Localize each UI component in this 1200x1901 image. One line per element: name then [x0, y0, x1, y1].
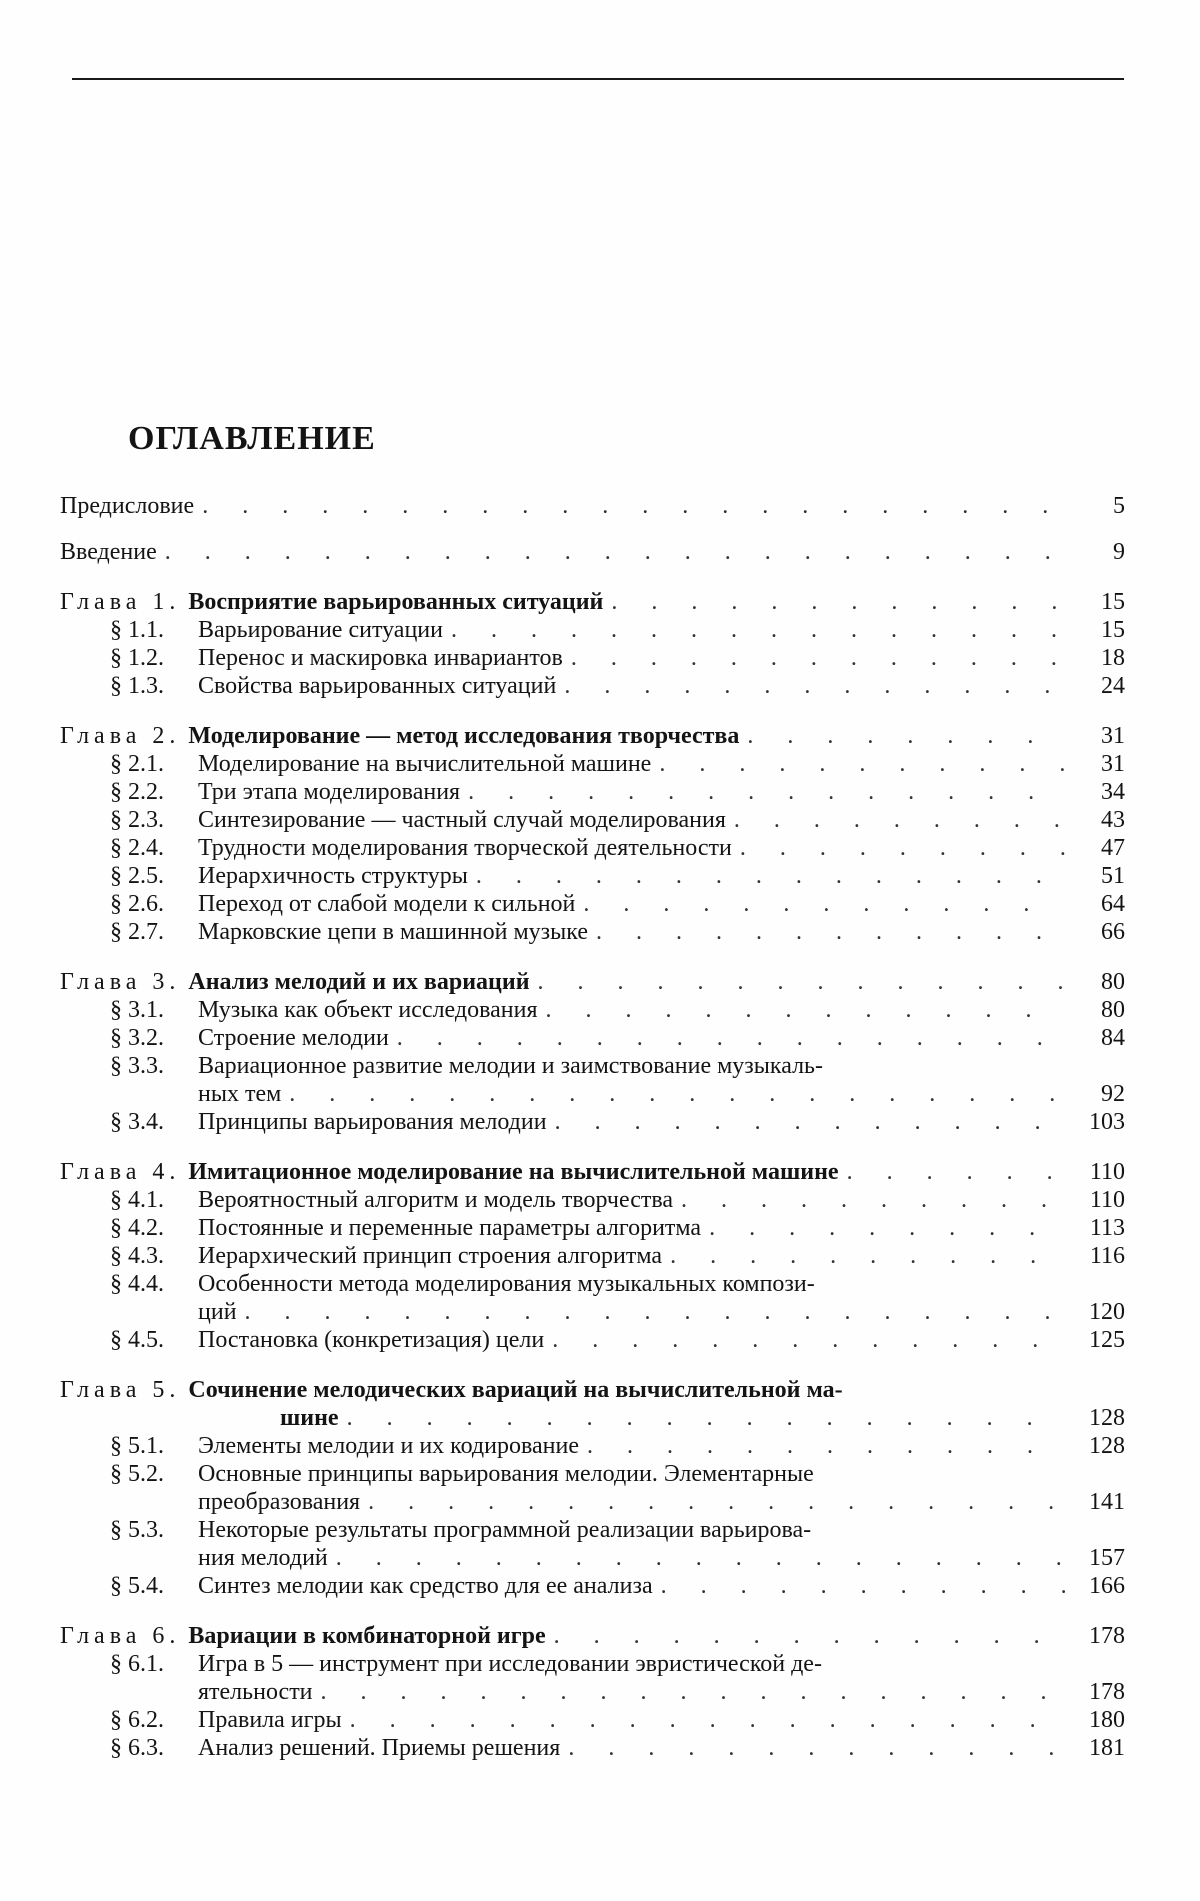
chapter-title-line	[60, 1404, 1125, 1432]
section-title-line	[110, 1080, 1125, 1108]
section-entry[interactable]	[60, 644, 1125, 672]
chapter-heading-1[interactable]	[60, 588, 1125, 616]
chapter-title: шине	[280, 1405, 339, 1431]
dot-leader	[847, 1158, 1065, 1186]
section-title: Три этапа моделирования	[198, 779, 461, 805]
section-title-line	[110, 1488, 1125, 1516]
section-title: ния мелодий	[198, 1545, 328, 1571]
dot-leader	[661, 1572, 1065, 1600]
page-number: 31	[1101, 723, 1125, 749]
section-title: Особенности метода моделирования музыкальных компози-	[198, 1271, 815, 1297]
section-title: ций	[198, 1299, 237, 1325]
chapter-heading-3[interactable]	[60, 968, 1125, 996]
dot-leader	[336, 1544, 1065, 1572]
section-title-line	[110, 1516, 1125, 1544]
page-number: 84	[1101, 1025, 1125, 1051]
section-number: § 6.3.	[110, 1735, 164, 1761]
section-title: Марковские цепи в машинной музыке	[198, 919, 588, 945]
dot-leader	[245, 1298, 1065, 1326]
section-title: ятельности	[198, 1679, 313, 1705]
section-entry[interactable]	[60, 616, 1125, 644]
page-number: 113	[1089, 1215, 1125, 1241]
page-number: 34	[1101, 779, 1125, 805]
section-title: Некоторые результаты программной реализации варьирова-	[198, 1517, 812, 1543]
entry-title: Предисловие	[60, 493, 195, 519]
dot-leader	[611, 588, 1065, 616]
dot-leader	[554, 1622, 1065, 1650]
page-number: 125	[1089, 1327, 1125, 1353]
toc-entry-0[interactable]	[60, 492, 1125, 520]
section-number: § 1.1.	[110, 617, 164, 643]
chapter-label: Глава 6.	[60, 1623, 181, 1649]
section-title: Синтезирование — частный случай моделирования	[198, 807, 726, 833]
page-number: 178	[1089, 1623, 1125, 1649]
section-entry[interactable]	[60, 1186, 1125, 1214]
section-number: § 4.5.	[110, 1327, 164, 1353]
section-title: Вариационное развитие мелодии и заимствование музыкаль-	[198, 1053, 823, 1079]
dot-leader	[568, 1734, 1065, 1762]
dot-leader	[397, 1024, 1065, 1052]
page-title: ОГЛАВЛЕНИЕ	[128, 420, 376, 457]
section-entry[interactable]	[60, 1460, 1125, 1516]
chapter-heading-4[interactable]	[60, 1158, 1125, 1186]
section-title: Трудности моделирования творческой деятельности	[198, 835, 732, 861]
chapter-heading-5[interactable]	[60, 1376, 1125, 1432]
page-number: 116	[1089, 1243, 1125, 1269]
page-number: 47	[1101, 835, 1125, 861]
section-title-line	[110, 1544, 1125, 1572]
chapter-label: Глава 3.	[60, 969, 181, 995]
section-number: § 4.3.	[110, 1243, 164, 1269]
page-number: 181	[1089, 1735, 1125, 1761]
chapter-title: Сочинение мелодических вариаций на вычислительной ма-	[188, 1377, 843, 1403]
section-entry[interactable]	[60, 1108, 1125, 1136]
entry-title: Введение	[60, 539, 157, 565]
dot-leader	[583, 890, 1065, 918]
section-title: Анализ решений. Приемы решения	[198, 1735, 561, 1761]
dot-leader	[571, 644, 1065, 672]
section-title: Принципы варьирования мелодии	[198, 1109, 547, 1135]
page-number: 128	[1089, 1405, 1125, 1431]
section-number: § 2.2.	[110, 779, 164, 805]
page-number: 80	[1101, 997, 1125, 1023]
section-number: § 4.1.	[110, 1187, 164, 1213]
section-title-line	[110, 1270, 1125, 1298]
dot-leader	[734, 806, 1065, 834]
section-title: Основные принципы варьирования мелодии. Элементарные	[198, 1461, 814, 1487]
section-entry[interactable]	[60, 918, 1125, 946]
section-title-line	[110, 1678, 1125, 1706]
section-entry[interactable]	[60, 1024, 1125, 1052]
section-entry[interactable]	[60, 1326, 1125, 1354]
chapter-label: Глава 1.	[60, 589, 181, 615]
dot-leader	[740, 834, 1065, 862]
page-number: 66	[1101, 919, 1125, 945]
section-entry[interactable]	[60, 750, 1125, 778]
section-number: § 2.7.	[110, 919, 164, 945]
section-title-line	[110, 1052, 1125, 1080]
dot-leader	[681, 1186, 1065, 1214]
chapter-heading-2[interactable]	[60, 722, 1125, 750]
section-entry[interactable]	[60, 1270, 1125, 1326]
dot-leader	[347, 1404, 1065, 1432]
section-title-line	[110, 1460, 1125, 1488]
chapter-title: Вариации в комбинаторной игре	[188, 1623, 546, 1649]
section-entry[interactable]	[60, 1572, 1125, 1600]
section-number: § 5.4.	[110, 1573, 164, 1599]
page-number: 43	[1101, 807, 1125, 833]
section-entry[interactable]	[60, 996, 1125, 1024]
section-entry[interactable]	[60, 862, 1125, 890]
page-number: 64	[1101, 891, 1125, 917]
dot-leader	[321, 1678, 1065, 1706]
chapter-title: Восприятие варьированных ситуаций	[188, 589, 604, 615]
section-number: § 6.2.	[110, 1707, 164, 1733]
dot-leader	[552, 1326, 1065, 1354]
section-title: Моделирование на вычислительной машине	[198, 751, 652, 777]
section-number: § 5.2.	[110, 1461, 164, 1487]
top-rule	[72, 78, 1124, 80]
section-number: § 3.4.	[110, 1109, 164, 1135]
page-number: 92	[1101, 1081, 1125, 1107]
dot-leader	[476, 862, 1065, 890]
section-entry[interactable]	[60, 806, 1125, 834]
page-number: 103	[1089, 1109, 1125, 1135]
section-title: Постоянные и переменные параметры алгоритма	[198, 1215, 702, 1241]
section-title: Свойства варьированных ситуаций	[198, 673, 557, 699]
chapter-label: Глава 2.	[60, 723, 181, 749]
section-title: Вероятностный алгоритм и модель творчества	[198, 1187, 674, 1213]
page-number: 141	[1089, 1489, 1125, 1515]
page-number: 128	[1089, 1433, 1125, 1459]
toc-entry-1[interactable]	[60, 538, 1125, 566]
page-number: 5	[1113, 493, 1125, 519]
page-number: 80	[1101, 969, 1125, 995]
section-title: Элементы мелодии и их кодирование	[198, 1433, 579, 1459]
section-number: § 5.1.	[110, 1433, 164, 1459]
section-title: Иерархический принцип строения алгоритма	[198, 1243, 663, 1269]
dot-leader	[545, 996, 1065, 1024]
section-entry[interactable]	[60, 1734, 1125, 1762]
section-title: Варьирование ситуации	[198, 617, 443, 643]
dot-leader	[289, 1080, 1065, 1108]
section-title-line	[110, 1298, 1125, 1326]
dot-leader	[587, 1432, 1065, 1460]
chapter-title: Анализ мелодий и их вариаций	[188, 969, 530, 995]
section-title: Синтез мелодии как средство для ее анализа	[198, 1573, 653, 1599]
chapter-title: Моделирование — метод исследования творчества	[188, 723, 740, 749]
page-number: 166	[1089, 1573, 1125, 1599]
section-title: Строение мелодии	[198, 1025, 389, 1051]
section-entry[interactable]	[60, 1214, 1125, 1242]
section-title: Музыка как объект исследования	[198, 997, 538, 1023]
dot-leader	[659, 750, 1065, 778]
section-title: преобразования	[198, 1489, 361, 1515]
section-entry[interactable]	[60, 1706, 1125, 1734]
section-entry[interactable]	[60, 1650, 1125, 1706]
section-title: ных тем	[198, 1081, 282, 1107]
section-number: § 4.2.	[110, 1215, 164, 1241]
section-number: § 1.3.	[110, 673, 164, 699]
section-title-line	[110, 1650, 1125, 1678]
dot-leader	[538, 968, 1065, 996]
section-number: § 4.4.	[110, 1271, 164, 1297]
section-title: Переход от слабой модели к сильной	[198, 891, 576, 917]
dot-leader	[468, 778, 1065, 806]
section-number: § 2.4.	[110, 835, 164, 861]
section-title: Иерархичность структуры	[198, 863, 468, 889]
dot-leader	[165, 538, 1065, 566]
dot-leader	[368, 1488, 1065, 1516]
chapter-title: Имитационное моделирование на вычислительной машине	[188, 1159, 839, 1185]
page-number: 110	[1089, 1159, 1125, 1185]
section-entry[interactable]	[60, 1516, 1125, 1572]
chapter-label: Глава 5.	[60, 1377, 181, 1403]
dot-leader	[747, 722, 1065, 750]
dot-leader	[564, 672, 1065, 700]
dot-leader	[670, 1242, 1065, 1270]
section-number: § 3.3.	[110, 1053, 164, 1079]
section-entry[interactable]	[60, 1432, 1125, 1460]
section-entry[interactable]	[60, 672, 1125, 700]
page-number: 24	[1101, 673, 1125, 699]
section-number: § 5.3.	[110, 1517, 164, 1543]
page-number: 180	[1089, 1707, 1125, 1733]
section-number: § 2.5.	[110, 863, 164, 889]
section-title: Игра в 5 — инструмент при исследовании эвристической де-	[198, 1651, 822, 1677]
page-number: 15	[1101, 617, 1125, 643]
page-number: 15	[1101, 589, 1125, 615]
section-entry[interactable]	[60, 1242, 1125, 1270]
page-number: 157	[1089, 1545, 1125, 1571]
section-number: § 2.6.	[110, 891, 164, 917]
dot-leader	[596, 918, 1065, 946]
page-number: 9	[1113, 539, 1125, 565]
page-number: 110	[1089, 1187, 1125, 1213]
section-number: § 3.1.	[110, 997, 164, 1023]
section-number: § 2.1.	[110, 751, 164, 777]
chapter-heading-6[interactable]	[60, 1622, 1125, 1650]
dot-leader	[451, 616, 1065, 644]
dot-leader	[202, 492, 1065, 520]
section-number: § 6.1.	[110, 1651, 164, 1677]
dot-leader	[350, 1706, 1065, 1734]
chapter-title-line	[60, 1376, 1125, 1404]
section-entry[interactable]	[60, 778, 1125, 806]
section-entry[interactable]	[60, 834, 1125, 862]
page-number: 120	[1089, 1299, 1125, 1325]
section-title: Перенос и маскировка инвариантов	[198, 645, 563, 671]
page-number: 51	[1101, 863, 1125, 889]
dot-leader	[709, 1214, 1065, 1242]
page-number: 178	[1089, 1679, 1125, 1705]
page-number: 31	[1101, 751, 1125, 777]
section-title: Постановка (конкретизация) цели	[198, 1327, 545, 1353]
section-title: Правила игры	[198, 1707, 342, 1733]
section-entry[interactable]	[60, 1052, 1125, 1108]
chapter-label: Глава 4.	[60, 1159, 181, 1185]
section-number: § 2.3.	[110, 807, 164, 833]
page-number: 18	[1101, 645, 1125, 671]
section-entry[interactable]	[60, 890, 1125, 918]
table-of-contents	[60, 492, 1125, 1762]
section-number: § 1.2.	[110, 645, 164, 671]
dot-leader	[555, 1108, 1065, 1136]
section-number: § 3.2.	[110, 1025, 164, 1051]
